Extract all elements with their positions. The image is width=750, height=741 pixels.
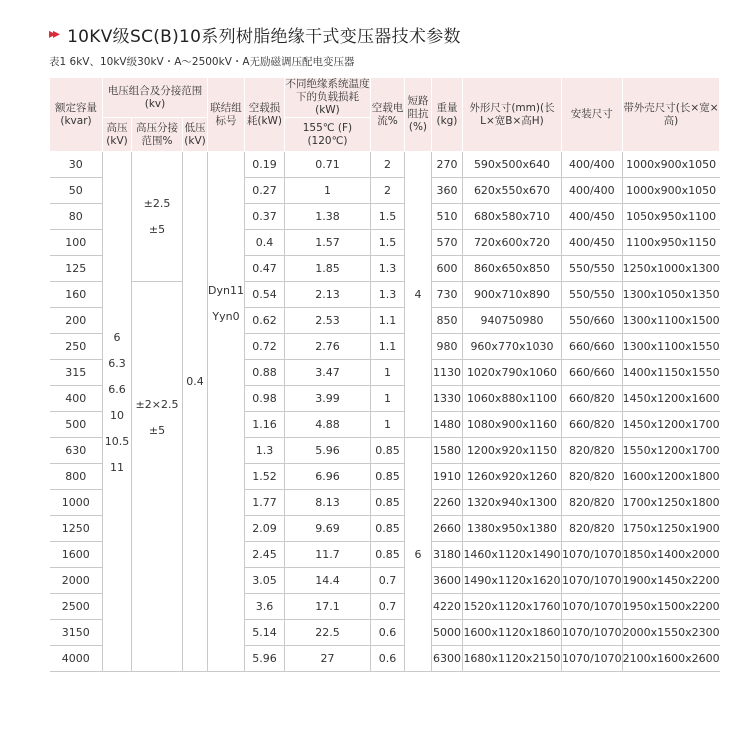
cell-noload-current: 0.85 — [370, 438, 404, 464]
cell-noload-loss: 5.14 — [244, 620, 284, 646]
cell-capacity: 630 — [50, 438, 103, 464]
cell-noload-current: 0.85 — [370, 542, 404, 568]
cell-noload-loss: 0.98 — [244, 386, 284, 412]
cell-load-loss: 2.53 — [284, 308, 370, 334]
hv-value: 6.3 — [108, 356, 126, 370]
cell-weight: 6300 — [431, 646, 462, 672]
cell-enclosure: 1450x1200x1700 — [622, 412, 720, 438]
cell-load-loss: 2.76 — [284, 334, 370, 360]
cell-weight: 1580 — [431, 438, 462, 464]
cell-enclosure: 1250x1000x1300 — [622, 256, 720, 282]
cell-noload-loss: 2.09 — [244, 516, 284, 542]
hv-value: 6.6 — [108, 382, 126, 396]
cell-capacity: 80 — [50, 204, 103, 230]
cell-vector-group — [208, 152, 245, 672]
cell-install: 1070/1070 — [561, 646, 622, 672]
cell-capacity: 200 — [50, 308, 103, 334]
table-body — [50, 152, 720, 672]
cell-load-loss: 6.96 — [284, 464, 370, 490]
cell-dimensions: 620x550x670 — [462, 178, 561, 204]
cell-noload-loss: 0.47 — [244, 256, 284, 282]
cell-capacity: 100 — [50, 230, 103, 256]
cell-noload-loss: 3.6 — [244, 594, 284, 620]
header-voltage-group: 电压组合及分接范围(kv) — [103, 78, 208, 118]
cell-capacity: 315 — [50, 360, 103, 386]
cell-weight: 5000 — [431, 620, 462, 646]
header-install-size: 安装尺寸 — [561, 78, 622, 152]
cell-load-loss: 1.38 — [284, 204, 370, 230]
cell-noload-current: 1.3 — [370, 256, 404, 282]
header-lv: 低压(kV) — [183, 118, 208, 152]
cell-noload-current: 1.5 — [370, 230, 404, 256]
cell-load-loss: 1.85 — [284, 256, 370, 282]
cell-install: 660/660 — [561, 360, 622, 386]
cell-install: 820/820 — [561, 438, 622, 464]
cell-capacity: 2000 — [50, 568, 103, 594]
cell-noload-loss: 1.52 — [244, 464, 284, 490]
cell-enclosure: 1950x1500x2200 — [622, 594, 720, 620]
cell-dimensions: 1260x920x1260 — [462, 464, 561, 490]
spec-table — [49, 77, 720, 672]
cell-enclosure: 1000x900x1050 — [622, 152, 720, 178]
cell-hv-merged — [103, 152, 132, 672]
hv-value: 6 — [113, 330, 121, 344]
cell-enclosure: 1400x1150x1550 — [622, 360, 720, 386]
cell-tap-upper — [132, 152, 183, 282]
cell-install: 1070/1070 — [561, 594, 622, 620]
cell-enclosure: 2100x1600x2600 — [622, 646, 720, 672]
cell-install: 1070/1070 — [561, 542, 622, 568]
header-noload-loss: 空载损耗(kW) — [244, 78, 284, 152]
cell-enclosure: 1300x1050x1350 — [622, 282, 720, 308]
table-row — [50, 282, 720, 308]
cell-noload-current: 1.1 — [370, 334, 404, 360]
cell-dimensions: 1060x880x1100 — [462, 386, 561, 412]
cell-enclosure: 1700x1250x1800 — [622, 490, 720, 516]
cell-weight: 1910 — [431, 464, 462, 490]
cell-enclosure: 1600x1200x1800 — [622, 464, 720, 490]
cell-enclosure: 1050x950x1100 — [622, 204, 720, 230]
cell-capacity: 125 — [50, 256, 103, 282]
cell-capacity: 1600 — [50, 542, 103, 568]
cell-load-loss: 27 — [284, 646, 370, 672]
cell-enclosure: 1000x900x1050 — [622, 178, 720, 204]
cell-noload-loss: 2.45 — [244, 542, 284, 568]
cell-noload-current: 0.7 — [370, 594, 404, 620]
tap-value: ±5 — [148, 423, 166, 437]
cell-impedance-lower: 6 — [404, 438, 431, 672]
cell-noload-current: 0.85 — [370, 490, 404, 516]
cell-load-loss: 4.88 — [284, 412, 370, 438]
page-title — [49, 22, 461, 46]
cell-weight: 3180 — [431, 542, 462, 568]
title-arrows-icon: ▸▸ — [49, 26, 58, 42]
hv-value: 10.5 — [104, 434, 130, 448]
cell-weight: 1130 — [431, 360, 462, 386]
cell-dimensions: 940750980 — [462, 308, 561, 334]
cell-noload-current: 0.6 — [370, 646, 404, 672]
cell-enclosure: 1100x950x1150 — [622, 230, 720, 256]
cell-load-loss: 5.96 — [284, 438, 370, 464]
cell-install: 820/820 — [561, 516, 622, 542]
cell-weight: 1480 — [431, 412, 462, 438]
cell-weight: 1330 — [431, 386, 462, 412]
cell-capacity: 1250 — [50, 516, 103, 542]
cell-noload-current: 1.5 — [370, 204, 404, 230]
cell-impedance-upper: 4 — [404, 152, 431, 438]
cell-load-loss: 1 — [284, 178, 370, 204]
cell-weight: 510 — [431, 204, 462, 230]
cell-install: 400/400 — [561, 178, 622, 204]
cell-noload-loss: 3.05 — [244, 568, 284, 594]
cell-noload-loss: 1.16 — [244, 412, 284, 438]
cell-weight: 4220 — [431, 594, 462, 620]
cell-noload-current: 0.85 — [370, 464, 404, 490]
cell-tap-lower — [132, 282, 183, 672]
cell-install: 820/820 — [561, 490, 622, 516]
cell-dimensions: 1680x1120x2150 — [462, 646, 561, 672]
cell-capacity: 30 — [50, 152, 103, 178]
cell-noload-current: 0.85 — [370, 516, 404, 542]
cell-weight: 600 — [431, 256, 462, 282]
cell-load-loss: 9.69 — [284, 516, 370, 542]
tap-value: ±2.5 — [143, 196, 171, 210]
cell-load-loss: 3.47 — [284, 360, 370, 386]
cell-noload-current: 1 — [370, 360, 404, 386]
cell-install: 660/660 — [561, 334, 622, 360]
cell-capacity: 1000 — [50, 490, 103, 516]
cell-load-loss: 2.13 — [284, 282, 370, 308]
cell-install: 660/820 — [561, 386, 622, 412]
cell-install: 660/820 — [561, 412, 622, 438]
header-enclosure-size: 带外壳尺寸(长×宽×高) — [622, 78, 720, 152]
cell-dimensions: 900x710x890 — [462, 282, 561, 308]
cell-capacity: 3150 — [50, 620, 103, 646]
header-noload-current: 空载电流% — [370, 78, 404, 152]
cell-noload-current: 2 — [370, 178, 404, 204]
table-caption: 表1 6kV、10kV级30kV・A～2500kV・A无励磁调压配电变压器 — [49, 56, 355, 68]
header-dimensions: 外形尺寸(mm)(长L×宽B×高H) — [462, 78, 561, 152]
header-load-loss-temp: 155℃ (F)(120℃) — [284, 118, 370, 152]
cell-noload-loss: 1.77 — [244, 490, 284, 516]
cell-noload-current: 0.7 — [370, 568, 404, 594]
vector-value: Yyn0 — [212, 309, 240, 323]
cell-noload-current: 1.3 — [370, 282, 404, 308]
cell-noload-loss: 0.54 — [244, 282, 284, 308]
cell-dimensions: 1520x1120x1760 — [462, 594, 561, 620]
title-text: 10KV级SC(B)10系列树脂绝缘干式变压器技术参数 — [67, 26, 461, 47]
cell-dimensions: 720x600x720 — [462, 230, 561, 256]
cell-install: 400/450 — [561, 204, 622, 230]
cell-load-loss: 3.99 — [284, 386, 370, 412]
cell-dimensions: 1200x920x1150 — [462, 438, 561, 464]
cell-capacity: 500 — [50, 412, 103, 438]
cell-weight: 270 — [431, 152, 462, 178]
cell-weight: 2660 — [431, 516, 462, 542]
header-load-loss: 不同绝缘系统温度下的负载损耗(kW) — [285, 78, 370, 116]
cell-enclosure: 1300x1100x1550 — [622, 334, 720, 360]
cell-dimensions: 1020x790x1060 — [462, 360, 561, 386]
cell-weight: 980 — [431, 334, 462, 360]
cell-install: 550/550 — [561, 256, 622, 282]
cell-install: 1070/1070 — [561, 568, 622, 594]
cell-capacity: 50 — [50, 178, 103, 204]
cell-load-loss: 17.1 — [284, 594, 370, 620]
cell-dimensions: 1080x900x1160 — [462, 412, 561, 438]
cell-enclosure: 1900x1450x2200 — [622, 568, 720, 594]
cell-dimensions: 1320x940x1300 — [462, 490, 561, 516]
cell-noload-loss: 0.19 — [244, 152, 284, 178]
table-row — [50, 152, 720, 178]
cell-lv: 0.4 — [183, 152, 208, 672]
cell-dimensions: 1490x1120x1620 — [462, 568, 561, 594]
header-hv: 高压(kV) — [103, 118, 132, 152]
cell-capacity: 250 — [50, 334, 103, 360]
cell-capacity: 400 — [50, 386, 103, 412]
cell-load-loss: 1.57 — [284, 230, 370, 256]
cell-install: 400/400 — [561, 152, 622, 178]
cell-noload-loss: 1.3 — [244, 438, 284, 464]
cell-capacity: 160 — [50, 282, 103, 308]
header-tap-range: 高压分接范围% — [132, 118, 183, 152]
cell-enclosure: 1750x1250x1900 — [622, 516, 720, 542]
header-impedance: 短路阻抗(%) — [404, 78, 431, 152]
cell-noload-loss: 0.62 — [244, 308, 284, 334]
header-rated-capacity: 额定容量(kvar) — [50, 78, 103, 152]
cell-enclosure: 2000x1550x2300 — [622, 620, 720, 646]
cell-install: 820/820 — [561, 464, 622, 490]
hv-value: 11 — [110, 460, 124, 474]
cell-enclosure: 1550x1200x1700 — [622, 438, 720, 464]
cell-dimensions: 590x500x640 — [462, 152, 561, 178]
cell-weight: 2260 — [431, 490, 462, 516]
cell-noload-current: 2 — [370, 152, 404, 178]
cell-dimensions: 680x580x710 — [462, 204, 561, 230]
cell-capacity: 4000 — [50, 646, 103, 672]
cell-dimensions: 1460x1120x1490 — [462, 542, 561, 568]
cell-load-loss: 22.5 — [284, 620, 370, 646]
cell-load-loss: 14.4 — [284, 568, 370, 594]
cell-weight: 850 — [431, 308, 462, 334]
hv-value: 10 — [110, 408, 124, 422]
cell-install: 400/450 — [561, 230, 622, 256]
cell-noload-current: 1 — [370, 386, 404, 412]
cell-dimensions: 960x770x1030 — [462, 334, 561, 360]
cell-enclosure: 1850x1400x2000 — [622, 542, 720, 568]
cell-enclosure: 1300x1100x1500 — [622, 308, 720, 334]
header-weight: 重量(kg) — [431, 78, 462, 152]
cell-dimensions: 1600x1120x1860 — [462, 620, 561, 646]
cell-noload-current: 1.1 — [370, 308, 404, 334]
cell-weight: 3600 — [431, 568, 462, 594]
cell-weight: 570 — [431, 230, 462, 256]
vector-value: Dyn11 — [208, 283, 244, 297]
cell-dimensions: 860x650x850 — [462, 256, 561, 282]
cell-noload-loss: 0.88 — [244, 360, 284, 386]
cell-noload-current: 0.6 — [370, 620, 404, 646]
cell-load-loss: 0.71 — [284, 152, 370, 178]
cell-weight: 360 — [431, 178, 462, 204]
cell-install: 550/660 — [561, 308, 622, 334]
cell-install: 550/550 — [561, 282, 622, 308]
cell-noload-loss: 5.96 — [244, 646, 284, 672]
cell-load-loss: 8.13 — [284, 490, 370, 516]
header-vector-group: 联结组标号 — [208, 78, 245, 152]
cell-capacity: 800 — [50, 464, 103, 490]
cell-noload-loss: 0.4 — [244, 230, 284, 256]
tap-value: ±5 — [148, 222, 166, 236]
cell-install: 1070/1070 — [561, 620, 622, 646]
cell-noload-current: 1 — [370, 412, 404, 438]
cell-dimensions: 1380x950x1380 — [462, 516, 561, 542]
cell-capacity: 2500 — [50, 594, 103, 620]
cell-enclosure: 1450x1200x1600 — [622, 386, 720, 412]
cell-weight: 730 — [431, 282, 462, 308]
cell-noload-loss: 0.37 — [244, 204, 284, 230]
cell-noload-loss: 0.27 — [244, 178, 284, 204]
cell-load-loss: 11.7 — [284, 542, 370, 568]
tap-value: ±2×2.5 — [135, 397, 179, 411]
cell-noload-loss: 0.72 — [244, 334, 284, 360]
